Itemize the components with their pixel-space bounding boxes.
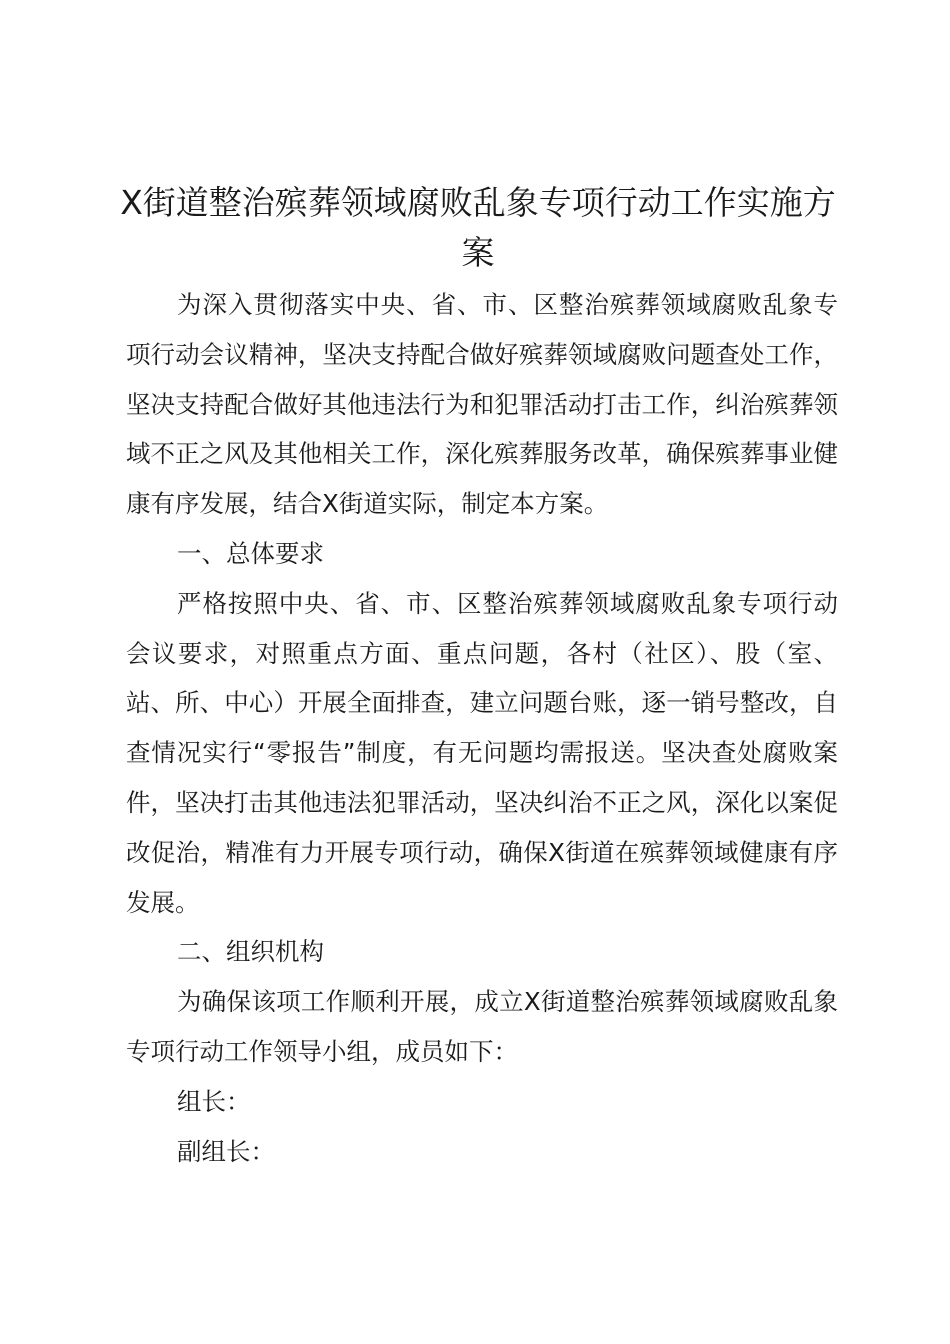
team-leader-line: 组长： [177, 1086, 251, 1116]
section-heading-general-requirements: 一、总体要求 [177, 538, 324, 568]
document-body [126, 280, 838, 1176]
intro-paragraph: 为深入贯彻落实中央、省、市、区整治殡葬领域腐败乱象专项行动会议精神，坚决支持配合做好殡葬领域腐败问题查处工作，坚决支持配合做好其他违法行为和犯罪活动打击工作，纠治殡葬领域不正之风及其他相关工作，深化殡葬服务改革，确保殡葬事业健康有序发展，结合X街道实际，制定本方案。 [126, 290, 838, 519]
organization-paragraph: 为确保该项工作顺利开展，成立X街道整治殡葬领域腐败乱象专项行动工作领导小组，成员如下： [126, 987, 838, 1066]
general-requirements-paragraph: 严格按照中央、省、市、区整治殡葬领域腐败乱象专项行动会议要求，对照重点方面、重点问题，各村（社区）、股（室、站、所、中心）开展全面排查，建立问题台账，逐一销号整改，自查情况实行“零报告”制度，有无问题均需报送。坚决查处腐败案件，坚决打击其他违法犯罪活动，坚决纠治不正之风，深化以案促改促治，精准有力开展专项行动，确保X街道在殡葬领域健康有序发展。 [126, 588, 838, 917]
section-heading-organization: 二、组织机构 [177, 937, 324, 967]
document-title: X街道整治殡葬领域腐败乱象专项行动工作实施方案 [120, 183, 836, 272]
deputy-team-leader-line: 副组长： [177, 1136, 275, 1166]
